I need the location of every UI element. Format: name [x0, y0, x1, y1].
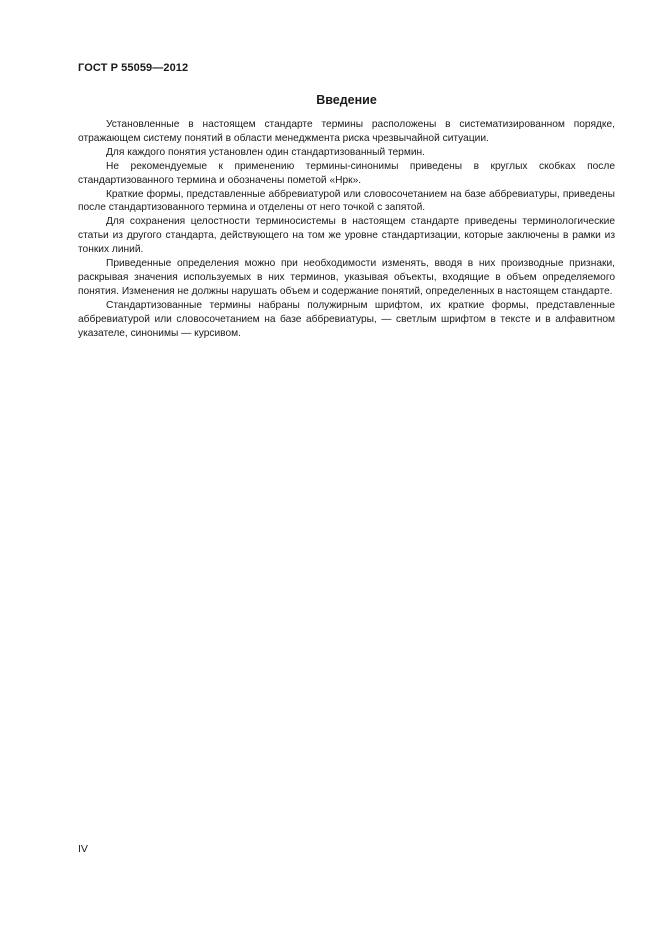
paragraph-term-arrangement: Установленные в настоящем стандарте термины расположены в систематизированном порядке, отражающем систему понятий в области менеджмента риска чрезвычайной ситуации. — [78, 119, 615, 144]
paragraph-typography: Стандартизованные термины набраны полужирным шрифтом, их краткие формы, представленные аббревиатурой или словосочетанием на базе аббревиатуры, — светлым шрифтом в тексте и в алфавитном указателе, синонимы — курсивом. — [78, 299, 615, 339]
paragraph-term-integrity: Для сохранения целостности терминосистемы в настоящем стандарте приведены терминологические статьи из другого стандарта, действующего на том же уровне стандартизации, которые заключены в рамки из тонких линий. — [78, 216, 615, 256]
section-title: Введение — [316, 93, 377, 107]
page-number: IV — [78, 843, 88, 855]
introduction-body — [78, 118, 615, 341]
paragraph-single-term: Для каждого понятия установлен один стандартизованный термин. — [106, 146, 425, 158]
paragraph-definitions: Приведенные определения можно при необходимости изменять, вводя в них производные признаки, раскрывая значения используемых в них терминов, указывая объекты, входящие в объем определяемого понятия. Изменения не должны нарушать объем и содержание понятий, определенных в настоящем стандарте. — [78, 258, 615, 297]
document-standard-id: ГОСТ Р 55059—2012 — [78, 62, 189, 74]
paragraph-synonyms: Не рекомендуемые к применению термины-синонимы приведены в круглых скобках после стандартизованного термина и обозначены пометой «Нрк». — [78, 160, 615, 186]
paragraph-short-forms: Краткие формы, представленные аббревиатурой или словосочетанием на базе аббревиатуры, приведены после стандартизованного термина и отделены от него точкой с запятой. — [78, 188, 615, 214]
